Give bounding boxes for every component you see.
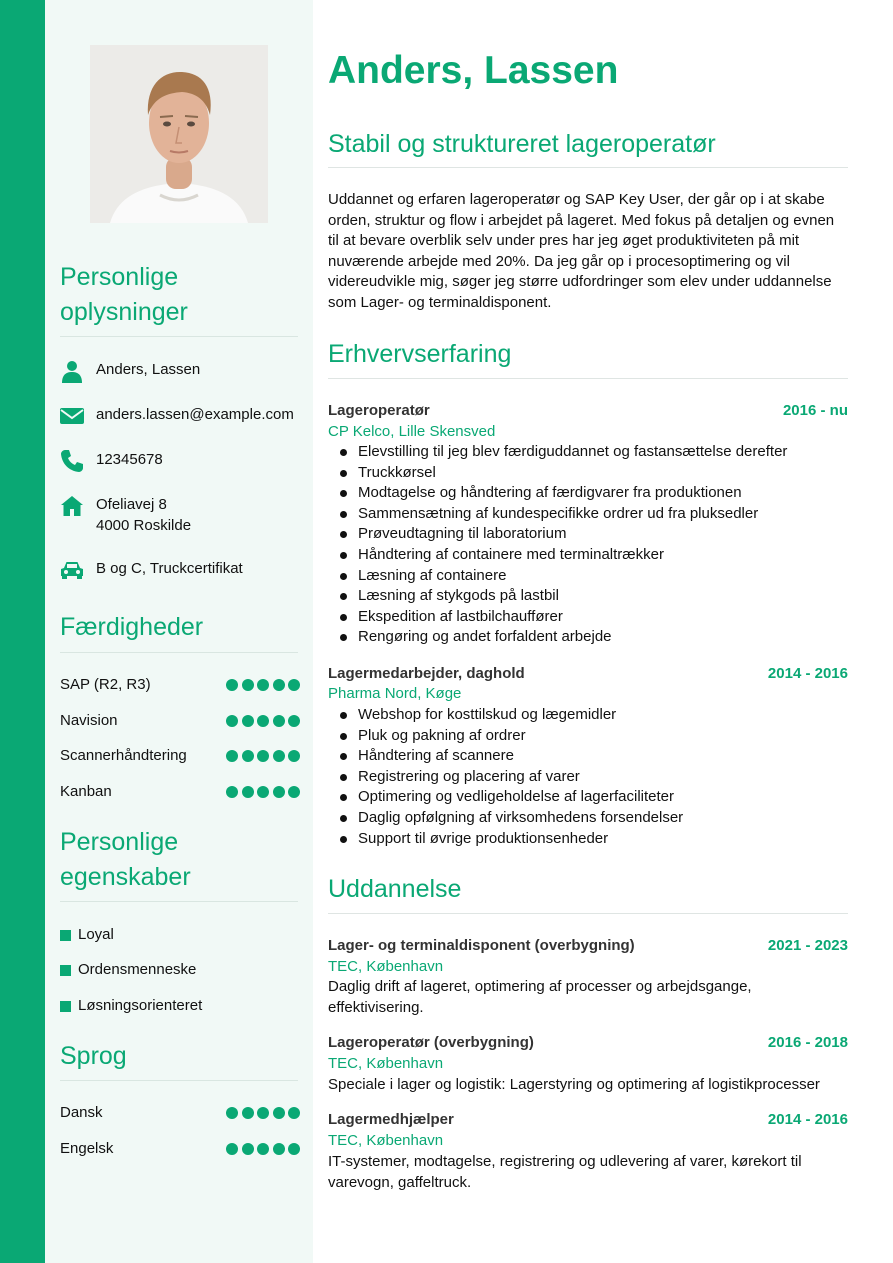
rating-dot bbox=[242, 1143, 254, 1155]
rating-dot bbox=[226, 1143, 238, 1155]
rating-dot bbox=[273, 715, 285, 727]
skill-label: Scannerhåndtering bbox=[60, 747, 187, 764]
list-item: Truckkørsel bbox=[358, 463, 787, 484]
skill-rating bbox=[226, 786, 300, 798]
skills-heading: Færdigheder bbox=[60, 613, 204, 641]
contact-address bbox=[96, 494, 306, 536]
list-item: Elevstilling til jeg blev færdiguddannet og fastansættelse derefter bbox=[358, 442, 787, 463]
divider bbox=[328, 913, 848, 914]
rating-dot bbox=[273, 750, 285, 762]
divider bbox=[328, 167, 848, 168]
list-item: Håndtering af scannere bbox=[358, 746, 683, 767]
list-item: Prøveudtagning til laboratorium bbox=[358, 524, 787, 545]
education-title: Lageroperatør (overbygning) bbox=[328, 1034, 534, 1051]
education-school: TEC, København bbox=[328, 1132, 444, 1149]
skill-label: Navision bbox=[60, 712, 118, 729]
list-item: Rengøring og andet forfaldent arbejde bbox=[358, 627, 787, 648]
trait-label: Ordensmenneske bbox=[78, 961, 197, 978]
phone-icon bbox=[60, 449, 84, 473]
rating-dot bbox=[288, 750, 300, 762]
rating-dot bbox=[226, 786, 238, 798]
education-dates: 2014 - 2016 bbox=[767, 1111, 848, 1128]
rating-dot bbox=[273, 1143, 285, 1155]
trait-item bbox=[60, 996, 202, 1016]
rating-dot bbox=[273, 786, 285, 798]
car-icon bbox=[60, 558, 84, 582]
square-bullet-icon bbox=[60, 965, 71, 976]
person-icon bbox=[60, 359, 84, 383]
rating-dot bbox=[242, 786, 254, 798]
education-description: Speciale i lager og logistik: Lagerstyring og optimering af logistikprocesser bbox=[328, 1076, 820, 1093]
education-title: Lagermedhjælper bbox=[328, 1111, 454, 1128]
language-rating bbox=[226, 1143, 300, 1155]
education-heading: Uddannelse bbox=[328, 875, 462, 903]
job-title: Lagermedarbejder, daghold bbox=[328, 665, 525, 682]
square-bullet-icon bbox=[60, 1001, 71, 1012]
contact-phone[interactable]: 12345678 bbox=[96, 451, 163, 468]
skill-label: SAP (R2, R3) bbox=[60, 676, 151, 693]
trait-label: Løsningsorienteret bbox=[78, 997, 203, 1014]
rating-dot bbox=[288, 1107, 300, 1119]
rating-dot bbox=[288, 786, 300, 798]
headline: Stabil og struktureret lageroperatør bbox=[328, 130, 716, 158]
list-item: Daglig opfølgning af virksomhedens forsendelser bbox=[358, 808, 683, 829]
experience-heading: Erhvervserfaring bbox=[328, 340, 512, 368]
job-duties bbox=[358, 442, 787, 648]
rating-dot bbox=[257, 715, 269, 727]
trait-label: Loyal bbox=[78, 926, 114, 943]
personal-info-heading: Personlige oplysninger bbox=[60, 263, 188, 326]
rating-dot bbox=[226, 750, 238, 762]
list-item: Håndtering af containere med terminaltrækker bbox=[358, 545, 787, 566]
job-title: Lageroperatør bbox=[328, 402, 430, 419]
skill-rating bbox=[226, 679, 300, 691]
list-item: Optimering og vedligeholdelse af lagerfaciliteter bbox=[358, 787, 683, 808]
list-item: Pluk og pakning af ordrer bbox=[358, 726, 683, 747]
list-item: Registrering og placering af varer bbox=[358, 767, 683, 788]
rating-dot bbox=[257, 786, 269, 798]
education-school: TEC, København bbox=[328, 1055, 444, 1072]
divider bbox=[60, 901, 298, 902]
language-rating bbox=[226, 1107, 300, 1119]
skill-label: Kanban bbox=[60, 783, 112, 800]
list-item: Modtagelse og håndtering af færdigvarer fra produktionen bbox=[358, 483, 787, 504]
address-street: Ofeliavej 8 bbox=[96, 496, 167, 513]
rating-dot bbox=[288, 715, 300, 727]
contact-email[interactable]: anders.lassen@example.com bbox=[96, 406, 294, 423]
envelope-icon bbox=[60, 404, 84, 428]
job-employer: Pharma Nord, Køge bbox=[328, 685, 462, 702]
rating-dot bbox=[273, 1107, 285, 1119]
trait-item bbox=[60, 960, 196, 980]
list-item: Ekspedition af lastbilchauffører bbox=[358, 607, 787, 628]
list-item: Læsning af stykgods på lastbil bbox=[358, 586, 787, 607]
rating-dot bbox=[257, 679, 269, 691]
rating-dot bbox=[226, 715, 238, 727]
portrait-illustration bbox=[90, 45, 268, 223]
rating-dot bbox=[242, 1107, 254, 1119]
education-school: TEC, København bbox=[328, 958, 444, 975]
contact-license: B og C, Truckcertifikat bbox=[96, 560, 243, 577]
rating-dot bbox=[288, 679, 300, 691]
divider bbox=[60, 1080, 298, 1081]
traits-heading: Personlige egenskaber bbox=[60, 828, 191, 891]
education-dates: 2016 - 2018 bbox=[767, 1034, 848, 1051]
page-title: Anders, Lassen bbox=[328, 49, 619, 92]
divider bbox=[328, 378, 848, 379]
summary: Uddannet og erfaren lageroperatør og SAP Key User, der går op i at skabe orden, struktur og flow i arbejdet på lageret. Med fokus på detaljen og evnen til at bevare overblik selv under pres har jeg øget produktiviteten på mit nuværende arbejde med 20%. Da jeg går op i procesoptimering og vil videreudvikle mig, søger jeg større udfordringer som elev under uddannelse som Lager- og terminaldisponent. bbox=[328, 191, 835, 311]
square-bullet-icon bbox=[60, 930, 71, 941]
job-employer: CP Kelco, Lille Skensved bbox=[328, 423, 496, 440]
skill-rating bbox=[226, 715, 300, 727]
job-dates: 2014 - 2016 bbox=[767, 665, 848, 682]
list-item: Webshop for kosttilskud og lægemidler bbox=[358, 705, 683, 726]
rating-dot bbox=[226, 1107, 238, 1119]
rating-dot bbox=[257, 750, 269, 762]
job-duties bbox=[358, 705, 683, 849]
rating-dot bbox=[242, 679, 254, 691]
language-label: Engelsk bbox=[60, 1140, 114, 1157]
rating-dot bbox=[242, 750, 254, 762]
education-dates: 2021 - 2023 bbox=[767, 937, 848, 954]
divider bbox=[60, 652, 298, 653]
trait-item bbox=[60, 925, 114, 945]
profile-photo bbox=[90, 45, 268, 223]
rating-dot bbox=[226, 679, 238, 691]
rating-dot bbox=[273, 679, 285, 691]
rating-dot bbox=[288, 1143, 300, 1155]
contact-name: Anders, Lassen bbox=[96, 361, 201, 378]
education-description: IT-systemer, modtagelse, registrering og udlevering af varer, kørekort til varevogn, gaffeltruck. bbox=[328, 1153, 802, 1191]
education-description: Daglig drift af lageret, optimering af processer og arbejdsgange, effektivisering. bbox=[328, 978, 752, 1016]
job-dates: 2016 - nu bbox=[782, 402, 848, 419]
accent-stripe bbox=[0, 0, 45, 1263]
address-city: 4000 Roskilde bbox=[96, 517, 192, 534]
rating-dot bbox=[257, 1143, 269, 1155]
rating-dot bbox=[257, 1107, 269, 1119]
list-item: Sammensætning af kundespecifikke ordrer ud fra pluksedler bbox=[358, 504, 787, 525]
rating-dot bbox=[242, 715, 254, 727]
language-label: Dansk bbox=[60, 1104, 103, 1121]
skill-rating bbox=[226, 750, 300, 762]
list-item: Support til øvrige produktionsenheder bbox=[358, 829, 683, 850]
divider bbox=[60, 336, 298, 337]
education-title: Lager- og terminaldisponent (overbygning) bbox=[328, 937, 635, 954]
languages-heading: Sprog bbox=[60, 1042, 127, 1070]
home-icon bbox=[60, 494, 84, 518]
list-item: Læsning af containere bbox=[358, 566, 787, 587]
